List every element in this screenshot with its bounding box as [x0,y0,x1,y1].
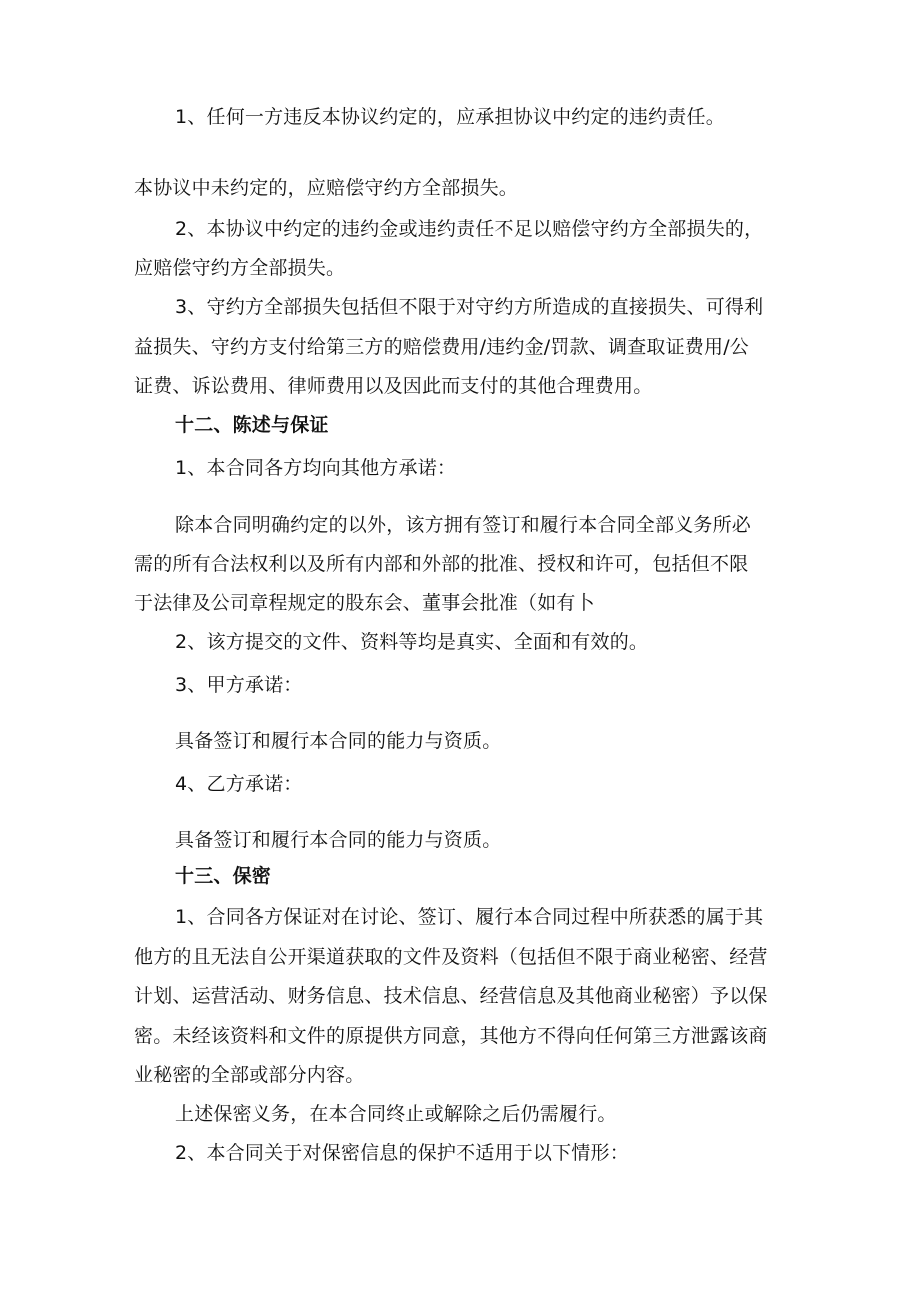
clause-13-1: 1、合同各方保证对在讨论、签订、履行本合同过程中所获悉的属于其 [175,906,764,928]
clause-11-2: 2、本协议中约定的违约金或违约责任不足以赔偿守约方全部损失的， [175,218,764,240]
clause-12-1-body-line-2: 需的所有合法权利以及所有内部和外部的批准、授权和许可，包括但不限 [134,553,749,575]
clause-11-1: 1、任何一方违反本协议约定的，应承担协议中约定的违约责任。 [175,106,725,128]
clause-12-2: 2、该方提交的文件、资料等均是真实、全面和有效的。 [175,631,649,653]
clause-13-1-line-4: 密。未经该资料和文件的原提供方同意，其他方不得向任何第三方泄露该商 [134,1025,768,1047]
clause-12-3-body: 具备签订和履行本合同的能力与资质。 [175,730,502,752]
clause-13-1-confidentiality-duration: 上述保密义务，在本合同终止或解除之后仍需履行。 [175,1103,617,1125]
clause-12-4-body: 具备签订和履行本合同的能力与资质。 [175,829,502,851]
clause-11-3-line-2: 益损失、守约方支付给第三方的赔偿费用/违约金/罚款、调查取证费用/公 [134,336,750,358]
clause-11-2-continued: 应赔偿守约方全部损失。 [134,257,346,279]
clause-11-1-continued: 本协议中未约定的，应赔偿守约方全部损失。 [134,177,519,199]
section-13-heading: 十三、保密 [175,865,272,887]
section-12-heading: 十二、陈述与保证 [175,414,329,436]
clause-13-1-line-5: 业秘密的全部或部分内容。 [134,1064,365,1086]
clause-13-1-line-2: 他方的且无法自公开渠道获取的文件及资料（包括但不限于商业秘密、经营 [134,946,768,968]
clause-13-1-line-3: 计划、运营活动、财务信息、技术信息、经营信息及其他商业秘密）予以保 [134,985,768,1007]
clause-12-1: 1、本合同各方均向其他方承诺： [175,457,457,479]
clause-13-2: 2、本合同关于对保密信息的保护不适用于以下情形： [175,1142,629,1164]
clause-12-1-body-line-3: 于法律及公司章程规定的股东会、董事会批准（如有卜 [134,592,595,614]
clause-11-3-line-3: 证费、诉讼费用、律师费用以及因此而支付的其他合理费用。 [134,375,653,397]
clause-12-1-body: 除本合同明确约定的以外，该方拥有签订和履行本合同全部义务所必 [175,514,752,536]
clause-11-3: 3、守约方全部损失包括但不限于对守约方所造成的直接损失、可得利 [175,296,764,318]
clause-12-3: 3、甲方承诺： [175,674,303,696]
clause-12-4: 4、乙方承诺： [175,773,303,795]
